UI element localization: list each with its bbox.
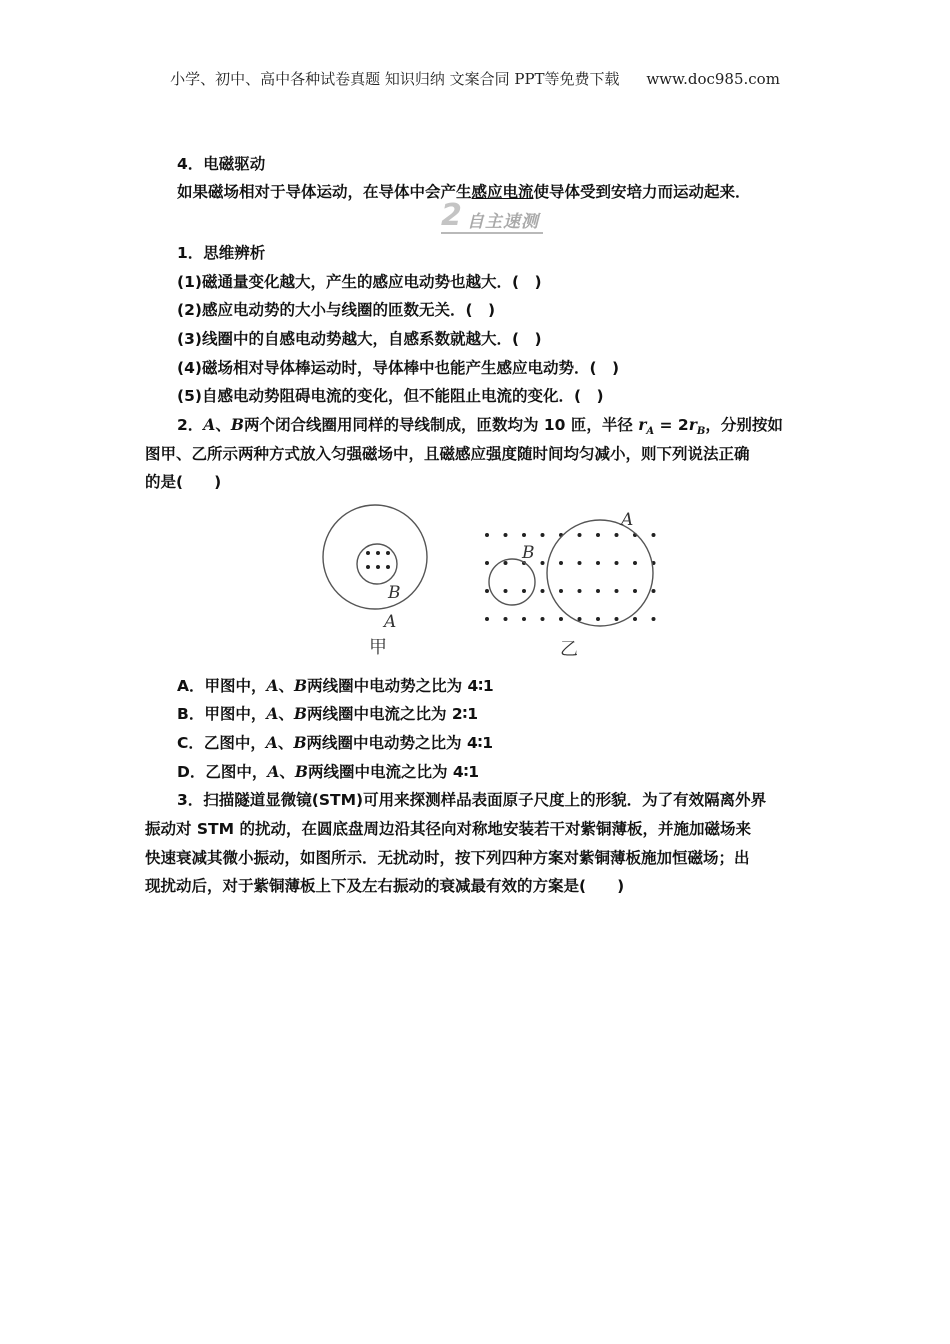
q3-line2: 振动对 STM 的扰动，在圆底盘周边沿其径向对称地安装若干对紫铜薄板，并施加磁场来 <box>145 820 751 838</box>
field-dot <box>633 617 637 621</box>
coil-a-outer <box>323 505 427 609</box>
field-dot <box>541 561 545 565</box>
field-dot <box>541 617 545 621</box>
coil-a-large <box>547 520 653 626</box>
field-dot <box>596 617 600 621</box>
field-dot <box>559 589 563 593</box>
q1-item: (4)磁场相对导体棒运动时，导体棒中也能产生感应电动势．( ) <box>177 359 620 377</box>
field-dots-left <box>366 551 390 569</box>
coil-diagram <box>320 502 660 667</box>
q2-stem-line1: 2．A、B两个闭合线圈用同样的导线制成，匝数均为 10 匝，半径 $r_A = 2r_B$，分别按如 <box>177 415 783 438</box>
label-a-left: A <box>384 612 397 632</box>
section4-body: 如果磁场相对于导体运动，在导体中会产生感应电流使导体受到安培力而运动起来． <box>177 183 751 201</box>
field-dot <box>652 617 656 621</box>
field-dot <box>559 561 563 565</box>
field-dot <box>652 533 656 537</box>
field-dot <box>504 561 508 565</box>
q2-option-c[interactable]: C．乙图中，A、B两线圈中电动势之比为 4∶1 <box>177 733 494 752</box>
field-dot <box>596 589 600 593</box>
label-a-right: A <box>621 510 634 530</box>
field-dots-right <box>485 533 656 621</box>
field-dot <box>578 617 582 621</box>
field-dot <box>485 533 489 537</box>
header-url[interactable]: www.doc985.com <box>646 70 780 88</box>
label-b-right: B <box>522 543 535 563</box>
q2-option-d[interactable]: D．乙图中，A、B两线圈中电流之比为 4∶1 <box>177 762 480 781</box>
self-test-badge <box>441 198 543 234</box>
q2-option-b[interactable]: B．甲图中，A、B两线圈中电流之比为 2∶1 <box>177 704 479 723</box>
q2-option-a[interactable]: A．甲图中，A、B两线圈中电动势之比为 4∶1 <box>177 676 494 695</box>
q3-line1: 3．扫描隧道显微镜(STM)可用来探测样品表面原子尺度上的形貌．为了有效隔离外界 <box>177 791 767 809</box>
q1-item: (3)线圈中的自感电动势越大，自感系数就越大．( ) <box>177 330 542 348</box>
coil-b-inner <box>357 544 397 584</box>
q3-line3: 快速衰减其微小振动，如图所示．无扰动时，按下列四种方案对紫铜薄板施加恒磁场；出 <box>145 849 750 867</box>
badge-number: 2 <box>441 198 462 233</box>
q3-line4: 现扰动后，对于紫铜薄板上下及左右振动的衰减最有效的方案是( ) <box>145 877 625 895</box>
field-dot <box>578 533 582 537</box>
field-dot <box>652 589 656 593</box>
badge-text: 自主速测 <box>467 212 539 232</box>
field-dot <box>559 617 563 621</box>
field-dot <box>578 589 582 593</box>
caption-left: 甲 <box>369 637 387 658</box>
field-dot <box>615 617 619 621</box>
field-dot <box>596 561 600 565</box>
underlined-term: 感应电流 <box>471 183 534 201</box>
header-text: 小学、初中、高中各种试卷真题 知识归纳 文案合同 PPT等免费下载 <box>170 70 620 88</box>
field-dot <box>541 533 545 537</box>
field-dot <box>615 589 619 593</box>
field-dot <box>522 589 526 593</box>
coil-figure <box>320 502 660 671</box>
field-dot <box>541 589 545 593</box>
field-dot <box>504 533 508 537</box>
field-dot <box>522 617 526 621</box>
q1-title: 1．思维辨析 <box>177 244 266 262</box>
q2-stem-line3: 的是( ) <box>145 473 222 491</box>
field-dot <box>578 561 582 565</box>
field-dot <box>522 533 526 537</box>
label-b-left: B <box>388 583 401 603</box>
q1-item: (5)自感电动势阻碍电流的变化，但不能阻止电流的变化．( ) <box>177 387 604 405</box>
field-dot <box>615 533 619 537</box>
coil-b-small <box>489 559 535 605</box>
field-dot <box>615 561 619 565</box>
q1-item: (1)磁通量变化越大，产生的感应电动势也越大．( ) <box>177 273 542 291</box>
field-dot <box>504 589 508 593</box>
field-dot <box>633 561 637 565</box>
field-dot <box>596 533 600 537</box>
q2-stem-line2: 图甲、乙所示两种方式放入匀强磁场中，且磁感应强度随时间均匀减小，则下列说法正确 <box>145 445 750 463</box>
caption-right: 乙 <box>560 639 578 660</box>
q1-item: (2)感应电动势的大小与线圈的匝数无关．( ) <box>177 301 496 319</box>
field-dot <box>485 561 489 565</box>
field-dot <box>504 617 508 621</box>
field-dot <box>485 589 489 593</box>
field-dot <box>485 617 489 621</box>
page-header <box>0 68 950 89</box>
section4-title: 4．电磁驱动 <box>177 155 266 173</box>
field-dot <box>633 589 637 593</box>
